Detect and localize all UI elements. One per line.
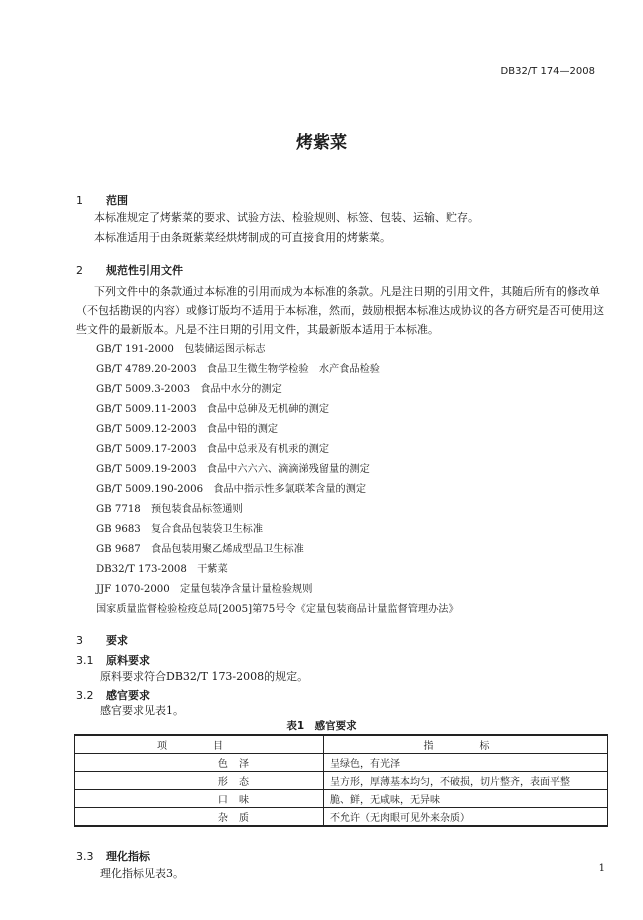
reference-item: GB/T 5009.19-2003 食品中六六六、滴滴涕残留量的测定 xyxy=(96,464,370,475)
column-header-indicator: 指 标 xyxy=(324,735,608,754)
section-number: 3.3 xyxy=(76,850,94,863)
table-row xyxy=(75,790,608,808)
reference-item: DB32/T 173-2008 干紫菜 xyxy=(96,564,228,575)
section-number: 2 xyxy=(76,264,83,277)
section-3-3-heading xyxy=(76,848,150,864)
section-number: 3.1 xyxy=(76,654,94,667)
section-3-2-heading xyxy=(76,687,150,703)
section-title: 要求 xyxy=(106,634,128,647)
section-title: 规范性引用文件 xyxy=(106,264,183,277)
row-indicator: 不允许（无肉眼可见外来杂质） xyxy=(324,808,608,827)
table-row xyxy=(75,772,608,790)
sensory-requirements-table xyxy=(74,734,608,827)
section-title: 原料要求 xyxy=(106,654,150,667)
row-indicator: 呈绿色，有光泽 xyxy=(324,754,608,772)
row-indicator: 脆、鲜，无咸味，无异味 xyxy=(324,790,608,808)
reference-item: GB/T 5009.11-2003 食品中总砷及无机砷的测定 xyxy=(96,404,330,415)
table-row xyxy=(75,808,608,827)
normative-intro: 下列文件中的条款通过本标准的引用而成为本标准的条款。凡是注日期的引用文件，其随后所有的修改单（不包括勘误的内容）或修订版均不适用于本标准，然而，鼓励根据本标准达成协议的各方研究是否可使用这些文件的最新版本。凡是不注日期的引用文件，其最新版本适用于本标准。 xyxy=(76,285,604,336)
reference-item: GB/T 191-2000 包装储运图示标志 xyxy=(96,344,266,355)
section-2-heading xyxy=(76,262,183,278)
section-title: 感官要求 xyxy=(106,689,150,702)
reference-item: GB/T 4789.20-2003 食品卫生微生物学检验 水产食品检验 xyxy=(96,364,380,375)
table-header-row xyxy=(75,735,608,754)
row-item: 形 态 xyxy=(75,772,324,790)
reference-item: JJF 1070-2000 定量包装净含量计量检验规则 xyxy=(96,584,313,595)
row-item: 口 味 xyxy=(75,790,324,808)
section-number: 3 xyxy=(76,634,83,647)
page-number: 1 xyxy=(598,863,605,874)
reference-item: GB 9683 复合食品包装袋卫生标准 xyxy=(96,524,264,535)
reference-item: GB/T 5009.190-2006 食品中指示性多氯联苯含量的测定 xyxy=(96,484,367,495)
column-header-item: 项 目 xyxy=(75,735,324,754)
physchem-text: 理化指标见表3。 xyxy=(100,867,184,880)
section-3-1-heading xyxy=(76,652,150,668)
standard-code: DB32/T 174—2008 xyxy=(500,66,595,77)
section-title: 理化指标 xyxy=(106,850,150,863)
section-3-heading xyxy=(76,632,128,648)
section-number: 3.2 xyxy=(76,689,94,702)
section-1-heading xyxy=(76,192,128,208)
row-item: 色 泽 xyxy=(75,754,324,772)
sensory-text: 感官要求见表1。 xyxy=(100,704,184,717)
table-row xyxy=(75,754,608,772)
scope-paragraph-2: 本标准适用于由条斑紫菜经烘烤制成的可直接食用的烤紫菜。 xyxy=(94,231,391,244)
section-number: 1 xyxy=(76,194,83,207)
table-1-caption: 表1 感官要求 xyxy=(286,720,357,732)
document-title: 烤紫菜 xyxy=(296,133,347,153)
section-title: 范围 xyxy=(106,194,128,207)
reference-item: GB/T 5009.12-2003 食品中铅的测定 xyxy=(96,424,279,435)
row-item: 杂 质 xyxy=(75,808,324,827)
reference-item: 国家质量监督检验检疫总局[2005]第75号令《定量包装商品计量监督管理办法》 xyxy=(96,604,459,615)
raw-material-text: 原料要求符合DB32/T 173-2008的规定。 xyxy=(100,670,309,683)
reference-item: GB/T 5009.17-2003 食品中总汞及有机汞的测定 xyxy=(96,444,330,455)
reference-item: GB 7718 预包装食品标签通则 xyxy=(96,504,243,515)
scope-paragraph-1: 本标准规定了烤紫菜的要求、试验方法、检验规则、标签、包装、运输、贮存。 xyxy=(94,211,479,224)
reference-item: GB/T 5009.3-2003 食品中水分的测定 xyxy=(96,384,282,395)
reference-item: GB 9687 食品包装用聚乙烯成型品卫生标准 xyxy=(96,544,304,555)
row-indicator: 呈方形，厚薄基本均匀，不破损，切片整齐，表面平整 xyxy=(324,772,608,790)
